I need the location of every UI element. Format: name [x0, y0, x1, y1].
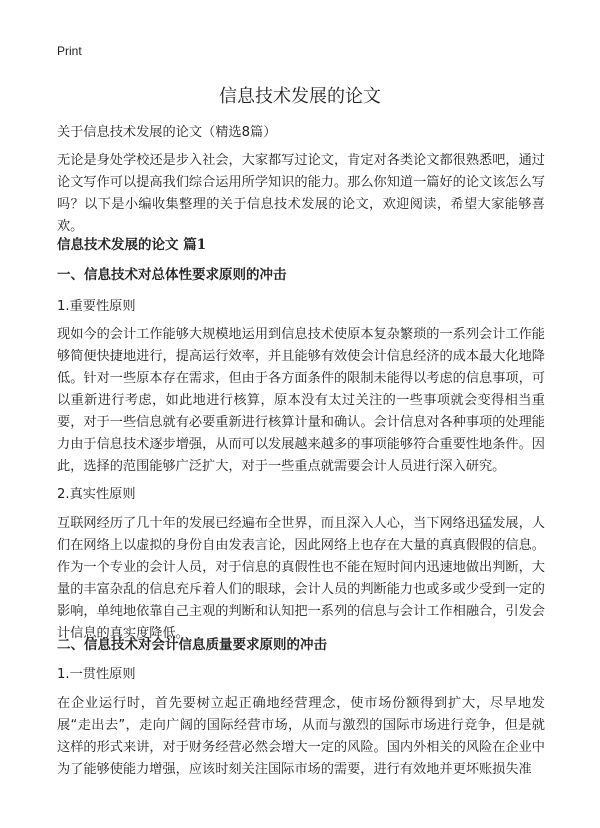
- section-heading-1: 一、信息技术对总体性要求原则的冲击: [57, 267, 287, 283]
- article-heading: 信息技术发展的论文 篇1: [57, 237, 207, 253]
- print-link[interactable]: Print: [57, 44, 82, 58]
- document-subtitle: 关于信息技术发展的论文（精选8篇）: [57, 125, 277, 140]
- section-heading-2: 二、信息技术对会计信息质量要求原则的冲击: [57, 637, 327, 653]
- intro-paragraph: 无论是身处学校还是步入社会，大家都写过论文，肯定对各类论文都很熟悉吧，通过论文写作可以提高我们综合运用所学知识的能力。那么你知道一篇好的论文该怎么写吗？以下是小编收集整理的关于信息技术发展的论文，欢迎阅读，希望大家能够喜欢。: [57, 153, 545, 234]
- paragraph-authenticity: 互联网经历了几十年的发展已经遍布全世界，而且深入人心，当下网络迅猛发展，人们在网络上以虚拟的身份自由发表言论，因此网络上也存在大量的真真假假的信息。作为一个专业的会计人员，对于信息的真假性也不能在短时间内迅速地做出判断，大量的丰富杂乱的信息充斥着人们的眼球，会计人员的判断能力也或多或少受到一定的影响，单纯地依靠自己主观的判断和认知把一系列的信息与会计工作相融合，引发会计信息的真实度降低。: [57, 516, 545, 641]
- paragraph-consistency: 在企业运行时，首先要树立起正确地经营理念，使市场份额得到扩大，尽早地发展“走出去”，走向广阔的国际经营市场，从而与激烈的国际市场进行竞争，但是就这样的形式来讲，对于财务经营必然会增大一定的风险。国内外相关的风险在企业中为了能够使能力增强，应该时刻关注国际市场的需要，进行有效地并更坏账损失准: [57, 696, 545, 777]
- paragraph-importance: 现如今的会计工作能够大规模地运用到信息技术使原本复杂繁琐的一系列会计工作能够简便快捷地进行，提高运行效率，并且能够有效使会计信息经济的成本最大化地降低。针对一些原本存在需求，但由于各方面条件的限制未能得以考虑的信息事项，可以重新进行考虑，如此地进行核算，原本没有太过关注的一些事项就会变得相当重要，对于一些信息就有必要重新进行核算计量和确认。会计信息对各种事项的处理能力由于信息技术逐步增强，从而可以发展越来越多的事项能够符合重要性地条件。因此，选择的范围能够广泛扩大，对于一些重点就需要会计人员进行深入研究。: [57, 327, 545, 474]
- subheading-authenticity: 2.真实性原则: [57, 487, 136, 502]
- page-title: 信息技术发展的论文: [219, 86, 381, 107]
- subheading-importance: 1.重要性原则: [57, 299, 136, 314]
- subheading-consistency: 1.一贯性原则: [57, 667, 136, 682]
